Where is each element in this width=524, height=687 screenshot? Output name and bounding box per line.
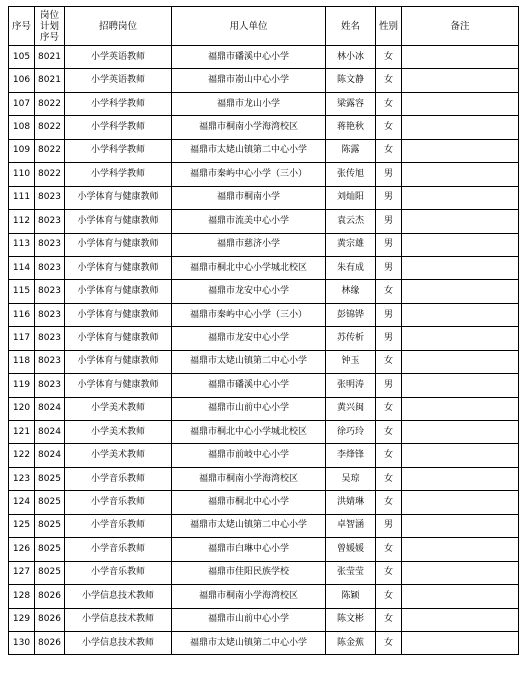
table-row [9, 421, 519, 444]
cell-plan-code: 8023 [35, 210, 65, 233]
cell-name: 刘灿阳 [326, 186, 376, 209]
cell-plan-code: 8021 [35, 69, 65, 92]
header-name: 姓名 [326, 7, 376, 46]
cell-gender: 男 [376, 256, 402, 279]
cell-employer: 福鼎市桐南小学海湾校区 [172, 116, 326, 139]
cell-employer: 福鼎市太姥山镇第二中心小学 [172, 514, 326, 537]
cell-plan-code: 8026 [35, 631, 65, 654]
cell-position: 小学体育与健康教师 [65, 256, 172, 279]
cell-remarks [402, 163, 519, 186]
cell-remarks [402, 538, 519, 561]
cell-position: 小学体育与健康教师 [65, 280, 172, 303]
cell-plan-code: 8025 [35, 561, 65, 584]
cell-position: 小学体育与健康教师 [65, 233, 172, 256]
cell-plan-code: 8021 [35, 46, 65, 69]
cell-remarks [402, 350, 519, 373]
cell-plan-code: 8025 [35, 514, 65, 537]
cell-employer: 福鼎市山前中心小学 [172, 397, 326, 420]
cell-employer: 福鼎市嵛山中心小学 [172, 69, 326, 92]
cell-plan-code: 8023 [35, 350, 65, 373]
table-row [9, 327, 519, 350]
cell-gender: 女 [376, 467, 402, 490]
cell-remarks [402, 92, 519, 115]
table-row [9, 92, 519, 115]
header-index: 序号 [9, 7, 35, 46]
cell-position: 小学音乐教师 [65, 514, 172, 537]
cell-position: 小学美术教师 [65, 444, 172, 467]
cell-position: 小学音乐教师 [65, 538, 172, 561]
cell-name: 陈金蕉 [326, 631, 376, 654]
cell-employer: 福鼎市白琳中心小学 [172, 538, 326, 561]
cell-index: 105 [9, 46, 35, 69]
cell-index: 117 [9, 327, 35, 350]
cell-gender: 男 [376, 327, 402, 350]
cell-employer: 福鼎市秦屿中心小学（三小） [172, 303, 326, 326]
cell-employer: 福鼎市桐北中心小学城北校区 [172, 256, 326, 279]
cell-index: 119 [9, 374, 35, 397]
cell-index: 121 [9, 421, 35, 444]
roster-body [9, 46, 519, 655]
cell-remarks [402, 280, 519, 303]
cell-index: 125 [9, 514, 35, 537]
cell-name: 陈文静 [326, 69, 376, 92]
cell-name: 陈文彬 [326, 608, 376, 631]
cell-position: 小学音乐教师 [65, 467, 172, 490]
cell-employer: 福鼎市山前中心小学 [172, 608, 326, 631]
cell-employer: 福鼎市桐北中心小学城北校区 [172, 421, 326, 444]
cell-name: 李烽锋 [326, 444, 376, 467]
cell-name: 洪婧琳 [326, 491, 376, 514]
cell-name: 吴琼 [326, 467, 376, 490]
cell-plan-code: 8024 [35, 421, 65, 444]
table-row [9, 303, 519, 326]
cell-remarks [402, 467, 519, 490]
table-row [9, 608, 519, 631]
cell-position: 小学体育与健康教师 [65, 350, 172, 373]
cell-gender: 女 [376, 46, 402, 69]
cell-remarks [402, 303, 519, 326]
cell-name: 陈露 [326, 139, 376, 162]
cell-gender: 女 [376, 538, 402, 561]
cell-name: 徐巧玲 [326, 421, 376, 444]
cell-gender: 女 [376, 608, 402, 631]
cell-position: 小学体育与健康教师 [65, 186, 172, 209]
table-row [9, 210, 519, 233]
cell-gender: 男 [376, 374, 402, 397]
cell-gender: 女 [376, 561, 402, 584]
cell-plan-code: 8023 [35, 280, 65, 303]
cell-remarks [402, 69, 519, 92]
table-row [9, 374, 519, 397]
cell-employer: 福鼎市桐南小学海湾校区 [172, 467, 326, 490]
table-row [9, 491, 519, 514]
cell-gender: 男 [376, 163, 402, 186]
cell-position: 小学体育与健康教师 [65, 303, 172, 326]
cell-position: 小学科学教师 [65, 116, 172, 139]
cell-employer: 福鼎市慈济小学 [172, 233, 326, 256]
cell-gender: 女 [376, 280, 402, 303]
table-row [9, 538, 519, 561]
cell-remarks [402, 256, 519, 279]
header-remarks: 备注 [402, 7, 519, 46]
cell-index: 115 [9, 280, 35, 303]
cell-plan-code: 8023 [35, 303, 65, 326]
cell-gender: 男 [376, 233, 402, 256]
cell-remarks [402, 491, 519, 514]
cell-position: 小学信息技术教师 [65, 585, 172, 608]
cell-plan-code: 8022 [35, 116, 65, 139]
cell-remarks [402, 397, 519, 420]
cell-name: 张传旭 [326, 163, 376, 186]
cell-remarks [402, 631, 519, 654]
cell-employer: 福鼎市太姥山镇第二中心小学 [172, 631, 326, 654]
cell-employer: 福鼎市桐南小学 [172, 186, 326, 209]
table-row [9, 116, 519, 139]
cell-name: 张明涛 [326, 374, 376, 397]
cell-employer: 福鼎市流美中心小学 [172, 210, 326, 233]
cell-name: 袁云杰 [326, 210, 376, 233]
cell-name: 苏传析 [326, 327, 376, 350]
table-row [9, 280, 519, 303]
cell-index: 108 [9, 116, 35, 139]
cell-name: 钟玉 [326, 350, 376, 373]
cell-index: 126 [9, 538, 35, 561]
cell-index: 112 [9, 210, 35, 233]
table-row [9, 233, 519, 256]
header-row [9, 7, 519, 46]
table-row [9, 186, 519, 209]
table-row [9, 514, 519, 537]
table-row [9, 350, 519, 373]
cell-remarks [402, 444, 519, 467]
cell-position: 小学英语教师 [65, 46, 172, 69]
table-row [9, 256, 519, 279]
cell-index: 118 [9, 350, 35, 373]
cell-plan-code: 8022 [35, 139, 65, 162]
cell-plan-code: 8023 [35, 327, 65, 350]
cell-index: 106 [9, 69, 35, 92]
cell-remarks [402, 327, 519, 350]
cell-index: 110 [9, 163, 35, 186]
table-row [9, 585, 519, 608]
cell-name: 梁露容 [326, 92, 376, 115]
cell-name: 陈颖 [326, 585, 376, 608]
cell-gender: 女 [376, 491, 402, 514]
cell-position: 小学科学教师 [65, 139, 172, 162]
table-row [9, 631, 519, 654]
cell-position: 小学体育与健康教师 [65, 327, 172, 350]
cell-gender: 女 [376, 585, 402, 608]
cell-gender: 男 [376, 303, 402, 326]
cell-name: 张莹莹 [326, 561, 376, 584]
cell-plan-code: 8023 [35, 233, 65, 256]
cell-index: 129 [9, 608, 35, 631]
cell-index: 109 [9, 139, 35, 162]
cell-employer: 福鼎市桐南小学海湾校区 [172, 585, 326, 608]
cell-name: 黄宗雄 [326, 233, 376, 256]
cell-plan-code: 8025 [35, 491, 65, 514]
cell-name: 林缘 [326, 280, 376, 303]
cell-name: 林小冰 [326, 46, 376, 69]
cell-gender: 女 [376, 92, 402, 115]
cell-plan-code: 8022 [35, 163, 65, 186]
cell-plan-code: 8022 [35, 92, 65, 115]
table-row [9, 397, 519, 420]
cell-plan-code: 8026 [35, 585, 65, 608]
cell-plan-code: 8023 [35, 374, 65, 397]
cell-remarks [402, 233, 519, 256]
header-plan-code [35, 7, 65, 46]
header-position: 招聘岗位 [65, 7, 172, 46]
cell-name: 蒋艳秋 [326, 116, 376, 139]
cell-remarks [402, 514, 519, 537]
cell-employer: 福鼎市磻溪中心小学 [172, 374, 326, 397]
header-gender: 性别 [376, 7, 402, 46]
cell-remarks [402, 210, 519, 233]
cell-remarks [402, 139, 519, 162]
cell-employer: 福鼎市佳阳民族学校 [172, 561, 326, 584]
cell-gender: 女 [376, 69, 402, 92]
cell-remarks [402, 608, 519, 631]
cell-name: 彭锦铧 [326, 303, 376, 326]
cell-gender: 女 [376, 350, 402, 373]
cell-position: 小学音乐教师 [65, 491, 172, 514]
cell-name: 卓智涵 [326, 514, 376, 537]
cell-position: 小学体育与健康教师 [65, 210, 172, 233]
cell-index: 127 [9, 561, 35, 584]
cell-gender: 女 [376, 397, 402, 420]
table-row [9, 46, 519, 69]
cell-index: 123 [9, 467, 35, 490]
cell-index: 107 [9, 92, 35, 115]
cell-gender: 女 [376, 444, 402, 467]
cell-gender: 男 [376, 514, 402, 537]
cell-index: 113 [9, 233, 35, 256]
cell-position: 小学音乐教师 [65, 561, 172, 584]
cell-index: 111 [9, 186, 35, 209]
cell-employer: 福鼎市龙安中心小学 [172, 327, 326, 350]
cell-index: 128 [9, 585, 35, 608]
cell-position: 小学美术教师 [65, 421, 172, 444]
cell-index: 130 [9, 631, 35, 654]
cell-gender: 男 [376, 210, 402, 233]
cell-gender: 男 [376, 186, 402, 209]
cell-remarks [402, 46, 519, 69]
cell-gender: 女 [376, 421, 402, 444]
cell-plan-code: 8025 [35, 538, 65, 561]
cell-remarks [402, 585, 519, 608]
cell-plan-code: 8023 [35, 256, 65, 279]
cell-plan-code: 8023 [35, 186, 65, 209]
cell-index: 122 [9, 444, 35, 467]
table-row [9, 444, 519, 467]
cell-gender: 女 [376, 116, 402, 139]
cell-employer: 福鼎市龙安中心小学 [172, 280, 326, 303]
cell-remarks [402, 561, 519, 584]
cell-position: 小学美术教师 [65, 397, 172, 420]
cell-index: 116 [9, 303, 35, 326]
header-plan-code-line-2: 计划 [39, 20, 59, 32]
table-row [9, 561, 519, 584]
cell-index: 114 [9, 256, 35, 279]
cell-name: 朱有成 [326, 256, 376, 279]
table-row [9, 69, 519, 92]
cell-gender: 女 [376, 631, 402, 654]
roster-table [8, 6, 519, 655]
cell-employer: 福鼎市龙山小学 [172, 92, 326, 115]
table-row [9, 163, 519, 186]
cell-remarks [402, 374, 519, 397]
header-employer: 用人单位 [172, 7, 326, 46]
cell-employer: 福鼎市太姥山镇第二中心小学 [172, 350, 326, 373]
cell-remarks [402, 186, 519, 209]
cell-employer: 福鼎市磻溪中心小学 [172, 46, 326, 69]
cell-plan-code: 8024 [35, 397, 65, 420]
cell-position: 小学科学教师 [65, 92, 172, 115]
cell-remarks [402, 116, 519, 139]
cell-index: 124 [9, 491, 35, 514]
cell-position: 小学信息技术教师 [65, 608, 172, 631]
cell-plan-code: 8025 [35, 467, 65, 490]
cell-plan-code: 8026 [35, 608, 65, 631]
cell-gender: 女 [376, 139, 402, 162]
cell-employer: 福鼎市太姥山镇第二中心小学 [172, 139, 326, 162]
table-row [9, 139, 519, 162]
cell-name: 黄兴闽 [326, 397, 376, 420]
cell-position: 小学英语教师 [65, 69, 172, 92]
cell-plan-code: 8024 [35, 444, 65, 467]
cell-position: 小学科学教师 [65, 163, 172, 186]
table-row [9, 467, 519, 490]
cell-name: 曾媛媛 [326, 538, 376, 561]
cell-index: 120 [9, 397, 35, 420]
cell-position: 小学体育与健康教师 [65, 374, 172, 397]
cell-employer: 福鼎市秦屿中心小学（三小） [172, 163, 326, 186]
header-plan-code-line-1: 岗位 [39, 9, 59, 21]
cell-employer: 福鼎市前岐中心小学 [172, 444, 326, 467]
header-plan-code-line-3: 序号 [39, 31, 59, 43]
cell-position: 小学信息技术教师 [65, 631, 172, 654]
cell-remarks [402, 421, 519, 444]
cell-employer: 福鼎市桐北中心小学 [172, 491, 326, 514]
